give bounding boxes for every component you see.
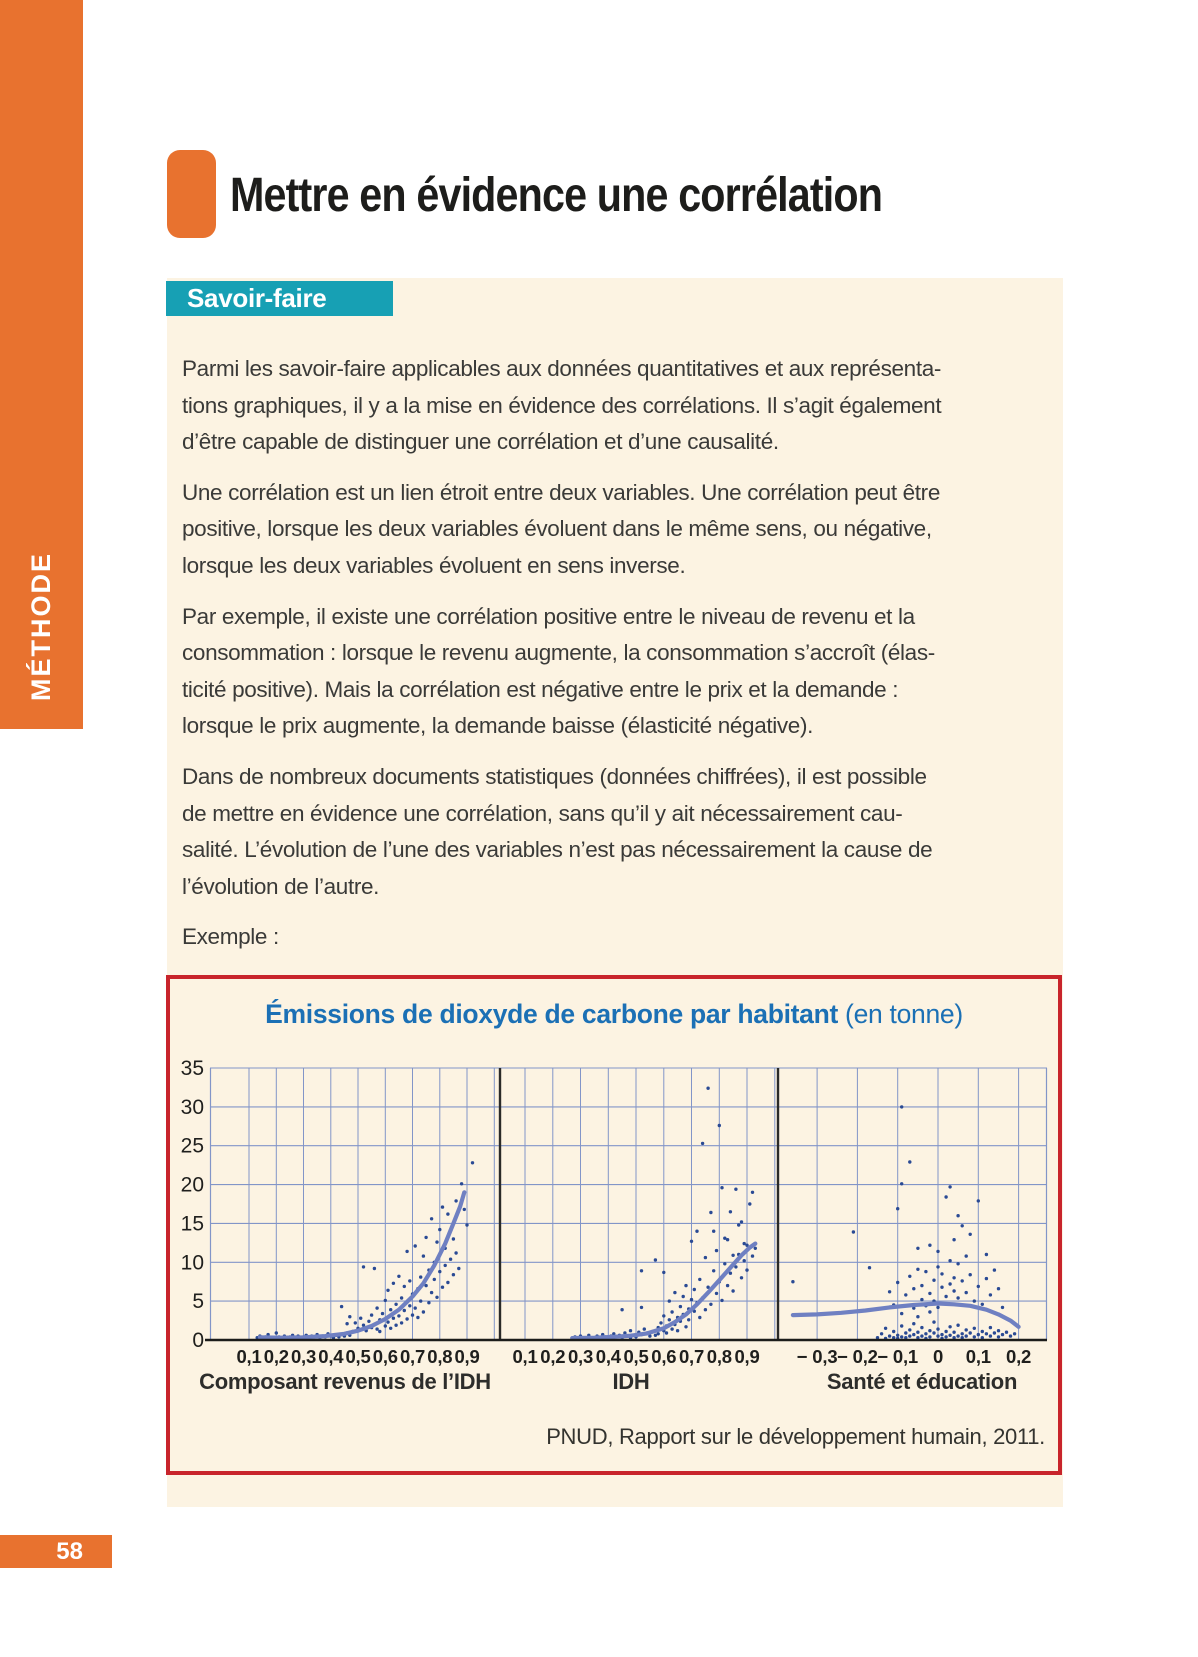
x-tick-label: 0,4 <box>318 1346 344 1367</box>
methode-label: MÉTHODE <box>26 551 56 701</box>
chart-title-unit: (en tonne) <box>845 999 963 1029</box>
x-tick-label: 0,2 <box>263 1346 289 1367</box>
text-line: Parmi les savoir-faire applicables aux données quantitatives et aux représenta- <box>182 356 942 381</box>
y-tick-label: 15 <box>180 1212 204 1236</box>
y-tick-label: 0 <box>192 1329 204 1352</box>
x-tick-label: − 0,2 <box>837 1346 878 1367</box>
x-tick-label: 0,7 <box>678 1346 705 1367</box>
text-line: tions graphiques, il y a la mise en évidence des corrélations. Il s’agit également <box>182 392 942 418</box>
x-tick-label: − 0,3 <box>796 1346 838 1367</box>
x-tick-label: 0,5 <box>345 1346 371 1367</box>
text-line: lorsque les deux variables évoluent en sens inverse. <box>182 552 686 578</box>
text-line: d’être capable de distinguer une corrélation et d’une causalité. <box>182 429 779 455</box>
x-tick-label: 0,9 <box>734 1346 760 1367</box>
x-tick-label: 0,1 <box>965 1346 991 1367</box>
x-tick-label: 0,2 <box>540 1346 566 1367</box>
figure-source: PNUD, Rapport sur le développement humain, 2011. <box>546 1424 1045 1449</box>
methode-label-box <box>0 543 83 709</box>
x-tick-label: 0,1 <box>236 1346 262 1367</box>
y-tick-label: 35 <box>180 1057 204 1080</box>
text-line: Une corrélation est un lien étroit entre deux variables. Une corrélation peut être <box>182 479 940 505</box>
y-tick-label: 30 <box>180 1095 204 1119</box>
paragraph <box>182 759 1048 905</box>
figure-frame <box>166 975 1062 1475</box>
text-line: l’évolution de l’autre. <box>182 873 380 899</box>
y-tick-label: 5 <box>192 1290 204 1314</box>
x-axis-title: Santé et éducation <box>826 1369 1018 1394</box>
text-line: salité. L’évolution de l’une des variables n’est pas nécessairement la cause de <box>182 837 933 863</box>
title-bullet <box>167 150 216 238</box>
text-line: lorsque le prix augmente, la demande baisse (élasticité négative). <box>182 713 814 739</box>
x-tick-label: 0,6 <box>651 1346 677 1367</box>
example-label: Exemple : <box>182 924 279 949</box>
paragraph <box>182 475 1048 585</box>
x-tick-label: 0,6 <box>372 1346 398 1367</box>
page-title: Mettre en évidence une corrélation <box>230 169 883 222</box>
chart-title-main: Émissions de dioxyde de carbone par habitant <box>265 999 839 1029</box>
text-line: ticité positive). Mais la corrélation est négative entre le prix et la demande : <box>182 676 899 702</box>
x-tick-label: 0 <box>932 1346 944 1367</box>
paragraph <box>182 599 1048 745</box>
chart-title <box>166 999 1062 1030</box>
x-tick-label: 0,7 <box>399 1346 426 1367</box>
page-number-badge: 58 <box>0 1535 112 1568</box>
y-tick-label: 10 <box>180 1251 204 1275</box>
x-tick-label: − 0,1 <box>877 1346 919 1367</box>
x-tick-label: 0,1 <box>512 1346 538 1367</box>
text-line: Par exemple, il existe une corrélation positive entre le niveau de revenu et la <box>182 603 915 629</box>
x-tick-label: 0,4 <box>595 1346 621 1367</box>
x-tick-label: 0,9 <box>454 1346 480 1367</box>
x-tick-label: 0,5 <box>623 1346 649 1367</box>
x-axis-title: IDH <box>612 1369 650 1394</box>
body-text <box>182 351 1048 919</box>
text-line: consommation : lorsque le revenu augmente, la consommation s’accroît (élas- <box>182 640 935 666</box>
savoir-faire-badge: Savoir-faire <box>166 281 393 316</box>
x-tick-label: 0,3 <box>567 1346 594 1367</box>
x-tick-label: 0,8 <box>706 1346 732 1367</box>
text-line: Dans de nombreux documents statistiques (données chiffrées), il est possible <box>182 763 927 789</box>
text-line: positive, lorsque les deux variables évoluent dans le même sens, ou négative, <box>182 516 932 542</box>
x-tick-label: 0,8 <box>427 1346 453 1367</box>
x-tick-label: 0,3 <box>290 1346 317 1367</box>
x-tick-label: 0,2 <box>1006 1346 1032 1367</box>
y-tick-label: 20 <box>180 1173 204 1197</box>
text-line: de mettre en évidence une corrélation, sans qu’il y ait nécessairement cau- <box>182 800 903 826</box>
paragraph <box>182 351 1048 461</box>
y-tick-label: 25 <box>180 1134 204 1158</box>
x-axis-title: Composant revenus de l’IDH <box>199 1369 491 1394</box>
